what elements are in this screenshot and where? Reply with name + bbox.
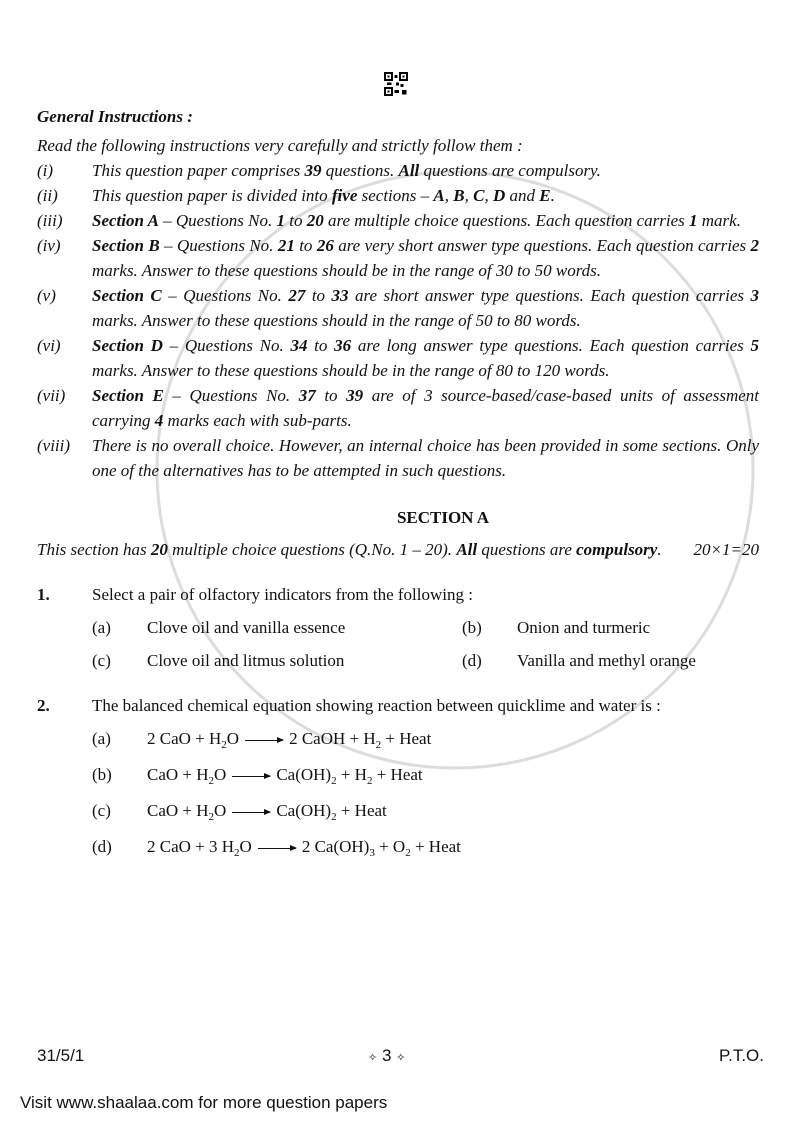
text-segment: Section D [92, 336, 163, 355]
text-segment: 1 [689, 211, 698, 230]
instruction-number: (iv) [37, 236, 61, 255]
question-number: 1. [37, 585, 50, 604]
question-text: The balanced chemical equation showing reaction between quicklime and water is : [92, 696, 661, 715]
text-segment: marks each with sub-parts. [163, 411, 352, 430]
option [92, 648, 462, 673]
text-segment: 2 [234, 847, 240, 859]
text-segment: and [505, 186, 540, 205]
arrow-icon [258, 848, 296, 849]
instruction-text [92, 433, 759, 483]
text-segment: O [239, 837, 252, 856]
text-segment: . [657, 540, 662, 559]
text-segment: 2 [221, 739, 227, 751]
text-segment: C [473, 186, 485, 205]
instruction-item [37, 183, 759, 208]
instruction-number: (iii) [37, 211, 63, 230]
questions [37, 582, 759, 859]
option-text [147, 834, 461, 859]
instruction-item [37, 208, 759, 233]
instruction-text [92, 158, 759, 183]
question-number: 2. [37, 696, 50, 715]
text-segment: are multiple choice questions. Each question carries [323, 211, 690, 230]
text-segment: 21 [277, 236, 295, 255]
text-segment: 3 [369, 847, 375, 859]
text-segment: – Questions No. [162, 336, 291, 355]
text-segment: 27 [288, 286, 306, 305]
text-segment: + O [374, 837, 406, 856]
instruction-item [37, 158, 759, 183]
text-segment: O [214, 765, 227, 784]
option-text [147, 726, 431, 751]
text-segment: are long answer type questions. Each question carries [351, 336, 751, 355]
option-text [517, 615, 650, 640]
text-segment: to [307, 336, 335, 355]
instruction-item [37, 233, 759, 283]
section-a-intro [37, 538, 759, 562]
text-segment: – Questions No. [158, 211, 277, 230]
instruction-number: (vii) [37, 386, 66, 405]
option [462, 615, 759, 640]
text-segment: Clove oil and vanilla essence [147, 618, 346, 637]
paper-code: 31/5/1 [37, 1046, 85, 1065]
ornament-icon: ✧ [368, 1052, 378, 1064]
text-segment: O [214, 801, 227, 820]
options [92, 615, 759, 673]
question [37, 582, 759, 673]
instruction-text [92, 183, 759, 208]
text-segment: There is no overall choice. However, an internal choice has been provided in some sections. Only one of the alternatives has to be attempted in such questions. [92, 436, 759, 480]
text-segment: are very short answer type questions. Each question carries [333, 236, 751, 255]
text-segment: questions are compulsory. [419, 161, 601, 180]
option-label: (b) [462, 618, 482, 637]
text-segment: 2 Ca(OH) [301, 837, 370, 856]
text-segment: Section B [92, 236, 160, 255]
ornament-icon: ✧ [396, 1052, 406, 1064]
instructions-list [37, 158, 759, 483]
section-a-heading-text: SECTION A [396, 508, 490, 527]
text-segment: + Heat [372, 765, 423, 784]
text-segment: 2 CaO + 3 H [147, 837, 235, 856]
text-segment: CaO + H [147, 801, 209, 820]
text-segment: 2 [331, 811, 337, 823]
text-segment: Section A [92, 211, 159, 230]
arrow-icon [232, 776, 270, 777]
text-segment: Ca(OH) [276, 765, 332, 784]
text-segment: 2 [750, 236, 759, 255]
option [92, 798, 759, 823]
section-a-marks: 20×1=20 [693, 540, 759, 559]
question-text: Select a pair of olfactory indicators from the following : [92, 585, 473, 604]
option [462, 648, 759, 673]
option [92, 726, 759, 751]
text-segment: 20 [306, 211, 324, 230]
text-segment: . [550, 186, 555, 205]
instruction-text [92, 283, 759, 333]
instruction-number: (i) [37, 161, 54, 180]
text-segment: sections – [357, 186, 434, 205]
text-segment: marks. Answer to these questions should be in the range of 30 to 50 words. [92, 261, 602, 280]
page-number-text: 3 [381, 1046, 392, 1065]
instruction-text [92, 208, 759, 233]
option [92, 834, 759, 859]
instructions-intro: Read the following instructions very carefully and strictly follow them : [37, 136, 523, 155]
text-segment: 39 [304, 161, 322, 180]
text-segment: Onion and turmeric [517, 618, 651, 637]
options [92, 726, 759, 859]
text-segment: – Questions No. [159, 236, 278, 255]
text-segment: 4 [154, 411, 164, 430]
qr-code-icon [384, 72, 408, 96]
text-segment: , [464, 186, 474, 205]
text-segment: to [315, 386, 347, 405]
text-segment: to [285, 211, 307, 230]
text-segment: A [433, 186, 445, 205]
text-segment: Ca(OH) [276, 801, 332, 820]
question-body [92, 693, 759, 859]
text-segment: mark. [697, 211, 741, 230]
text-segment: marks. Answer to these questions should be in the range of 80 to 120 words. [92, 361, 610, 380]
arrow-icon [232, 812, 270, 813]
text-segment: 2 [208, 811, 215, 823]
text-segment: 2 CaO + H [147, 729, 222, 748]
option-label: (a) [92, 618, 111, 637]
text-segment: 2 CaOH + H [289, 729, 376, 748]
text-segment: Section C [92, 286, 162, 305]
question-body [92, 582, 759, 673]
text-segment: 2 [366, 775, 373, 787]
content [37, 104, 759, 859]
section-a-heading [37, 505, 759, 530]
text-segment: multiple choice questions (Q.No. 1 – 20). [167, 540, 457, 559]
text-segment: to [305, 286, 332, 305]
text-segment: to [294, 236, 317, 255]
text-segment: are short answer type questions. Each question carries [348, 286, 751, 305]
instruction-text [92, 233, 759, 283]
text-segment: All [456, 540, 478, 559]
question [37, 693, 759, 859]
visit-link[interactable]: Visit www.shaalaa.com for more question papers [20, 1093, 388, 1112]
text-segment: 2 [331, 775, 337, 787]
text-segment: 2 [405, 847, 411, 859]
text-segment: 33 [331, 286, 349, 305]
text-segment: are of 3 source-based/case-based units of assessment carrying [92, 386, 759, 430]
text-segment: + H [336, 765, 367, 784]
option-text [147, 762, 423, 787]
text-segment: This question paper comprises [92, 161, 305, 180]
instruction-item [37, 433, 759, 483]
text-segment: , [484, 186, 493, 205]
option-label: (c) [92, 801, 111, 820]
text-segment: 34 [290, 336, 308, 355]
text-segment: E [539, 186, 551, 205]
option-text [517, 648, 696, 673]
instruction-number: (ii) [37, 186, 58, 205]
option-label: (d) [92, 837, 112, 856]
text-segment: 36 [334, 336, 352, 355]
text-segment: questions are [477, 540, 577, 559]
arrow-icon [245, 740, 283, 741]
instruction-number: (viii) [37, 436, 71, 455]
text-segment: This section has [37, 540, 151, 559]
option-label: (a) [92, 729, 111, 748]
text-segment: Vanilla and methyl orange [517, 651, 696, 670]
option-label: (d) [462, 651, 482, 670]
instruction-number: (v) [37, 286, 56, 305]
text-segment: 2 [208, 775, 215, 787]
text-segment: + Heat [336, 801, 387, 820]
instructions-title: General Instructions : [37, 107, 193, 126]
instruction-text [92, 383, 759, 433]
instruction-item [37, 383, 759, 433]
option-text [147, 798, 387, 823]
text-segment: D [492, 186, 506, 205]
instruction-item [37, 283, 759, 333]
text-segment: 3 [750, 286, 759, 305]
option-label: (c) [92, 651, 111, 670]
text-segment: This question paper is divided into [92, 186, 332, 205]
text-segment: 2 [375, 739, 382, 751]
option [92, 762, 759, 787]
option-text [147, 648, 344, 673]
instruction-text [92, 333, 759, 383]
text-segment: 37 [298, 386, 316, 405]
text-segment: questions. [321, 161, 399, 180]
text-segment: 1 [276, 211, 285, 230]
text-segment: Clove oil and litmus solution [147, 651, 345, 670]
pto-label: P.T.O. [718, 1046, 764, 1065]
option-text [147, 615, 345, 640]
option-label: (b) [92, 765, 112, 784]
instruction-number: (vi) [37, 336, 61, 355]
instruction-item [37, 333, 759, 383]
text-segment: CaO + H [147, 765, 209, 784]
text-segment: 39 [346, 386, 364, 405]
text-segment: 20 [150, 540, 168, 559]
text-segment: O [226, 729, 240, 748]
text-segment: – Questions No. [161, 286, 289, 305]
text-segment: , [444, 186, 454, 205]
option [92, 615, 462, 640]
text-segment: – Questions No. [163, 386, 299, 405]
text-segment: Section E [92, 386, 164, 405]
text-segment: five [331, 186, 358, 205]
text-segment: marks. Answer to these questions should in the range of 50 to 80 words. [92, 311, 581, 330]
page-number [368, 1046, 405, 1066]
text-segment: 26 [316, 236, 334, 255]
text-segment: + Heat [381, 729, 432, 748]
text-segment: B [453, 186, 465, 205]
text-segment: compulsory [576, 540, 658, 559]
text-segment: 5 [750, 336, 759, 355]
text-segment: All [398, 161, 420, 180]
text-segment: + Heat [410, 837, 461, 856]
